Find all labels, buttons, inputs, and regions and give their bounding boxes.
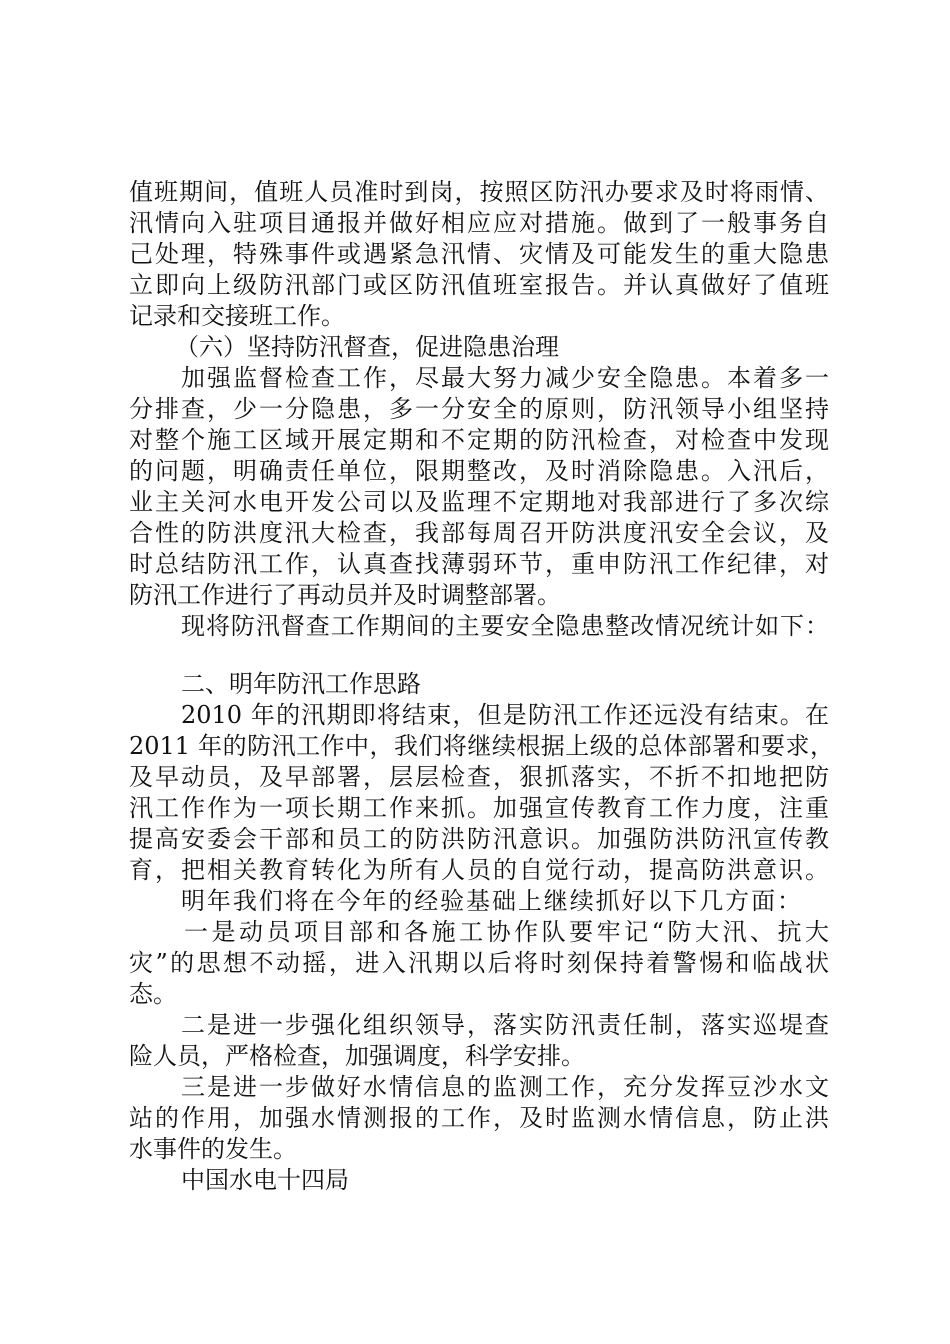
body-text-line: 记录和交接班工作。 (129, 302, 345, 330)
body-text-line: 值班期间，值班人员准时到岗，按照区防汛办要求及时将雨情、 (129, 178, 829, 206)
body-text-line: 的问题，明确责任单位，限期整改，及时消除隐患。入汛后， (129, 457, 829, 485)
body-text-line: 灾”的思想不动摇，进入汛期以后将时刻保持着警惕和临战状 (129, 949, 829, 977)
body-text-line: 育，把相关教育转化为所有人员的自觉行动，提高防洪意识。 (129, 856, 829, 884)
body-text-line: 汛工作作为一项长期工作来抓。加强宣传教育工作力度，注重 (129, 794, 829, 822)
body-text-line: 己处理，特殊事件或遇紧急汛情、灾情及可能发生的重大隐患 (129, 240, 829, 268)
body-text-line: 二是进一步强化组织领导，落实防汛责任制，落实巡堤查 (181, 1011, 829, 1039)
body-text-line: 业主关河水电开发公司以及监理不定期地对我部进行了多次综 (129, 488, 829, 516)
body-text-line: 2011 年的防汛工作中，我们将继续根据上级的总体部署和要求， (129, 732, 834, 760)
body-text-line: 汛情向入驻项目通报并做好相应应对措施。做到了一般事务自 (129, 209, 829, 237)
body-text-line: 分排查，少一分隐患，多一分安全的原则，防汛领导小组坚持 (129, 395, 829, 423)
section-heading: （六）坚持防汛督查，促进隐患治理 (175, 333, 559, 361)
body-text-line: 提高安委会干部和员工的防洪防汛意识。加强防洪防汛宣传教 (129, 825, 829, 853)
body-text-line: 加强监督检查工作，尽最大努力减少安全隐患。本着多一 (181, 364, 829, 392)
body-text-line: 现将防汛督查工作期间的主要安全隐患整改情况统计如下： (181, 612, 829, 640)
body-text-line: 立即向上级防汛部门或区防汛值班室报告。并认真做好了值班 (129, 271, 829, 299)
body-text-line: 险人员，严格检查，加强调度，科学安排。 (129, 1042, 585, 1070)
body-text-line: 合性的防洪度汛大检查，我部每周召开防洪度汛安全会议，及 (129, 519, 829, 547)
body-text-line: 三是进一步做好水情信息的监测工作，充分发挥豆沙水文 (181, 1073, 829, 1101)
section-heading: 二、明年防汛工作思路 (181, 670, 421, 698)
body-text-line: 明年我们将在今年的经验基础上继续抓好以下几方面： (181, 887, 801, 915)
body-text-line: 防汛工作进行了再动员并及时调整部署。 (129, 581, 561, 609)
body-text-line: 态。 (129, 980, 177, 1008)
body-text-line: 2010 年的汛期即将结束，但是防汛工作还远没有结束。在 (181, 701, 829, 729)
body-text-line: 站的作用，加强水情测报的工作，及时监测水情信息，防止洪 (129, 1104, 829, 1132)
body-text-line: 一是动员项目部和各施工协作队要牢记“防大汛、抗大 (184, 918, 829, 946)
signature-organization: 中国水电十四局 (181, 1166, 349, 1194)
body-text-line: 水事件的发生。 (129, 1135, 297, 1163)
body-text-line: 对整个施工区域开展定期和不定期的防汛检查，对检查中发现 (129, 426, 829, 454)
body-text-line: 时总结防汛工作，认真查找薄弱环节，重申防汛工作纪律，对 (129, 550, 829, 578)
body-text-line: 及早动员，及早部署，层层检查，狠抓落实，不折不扣地把防 (129, 763, 829, 791)
